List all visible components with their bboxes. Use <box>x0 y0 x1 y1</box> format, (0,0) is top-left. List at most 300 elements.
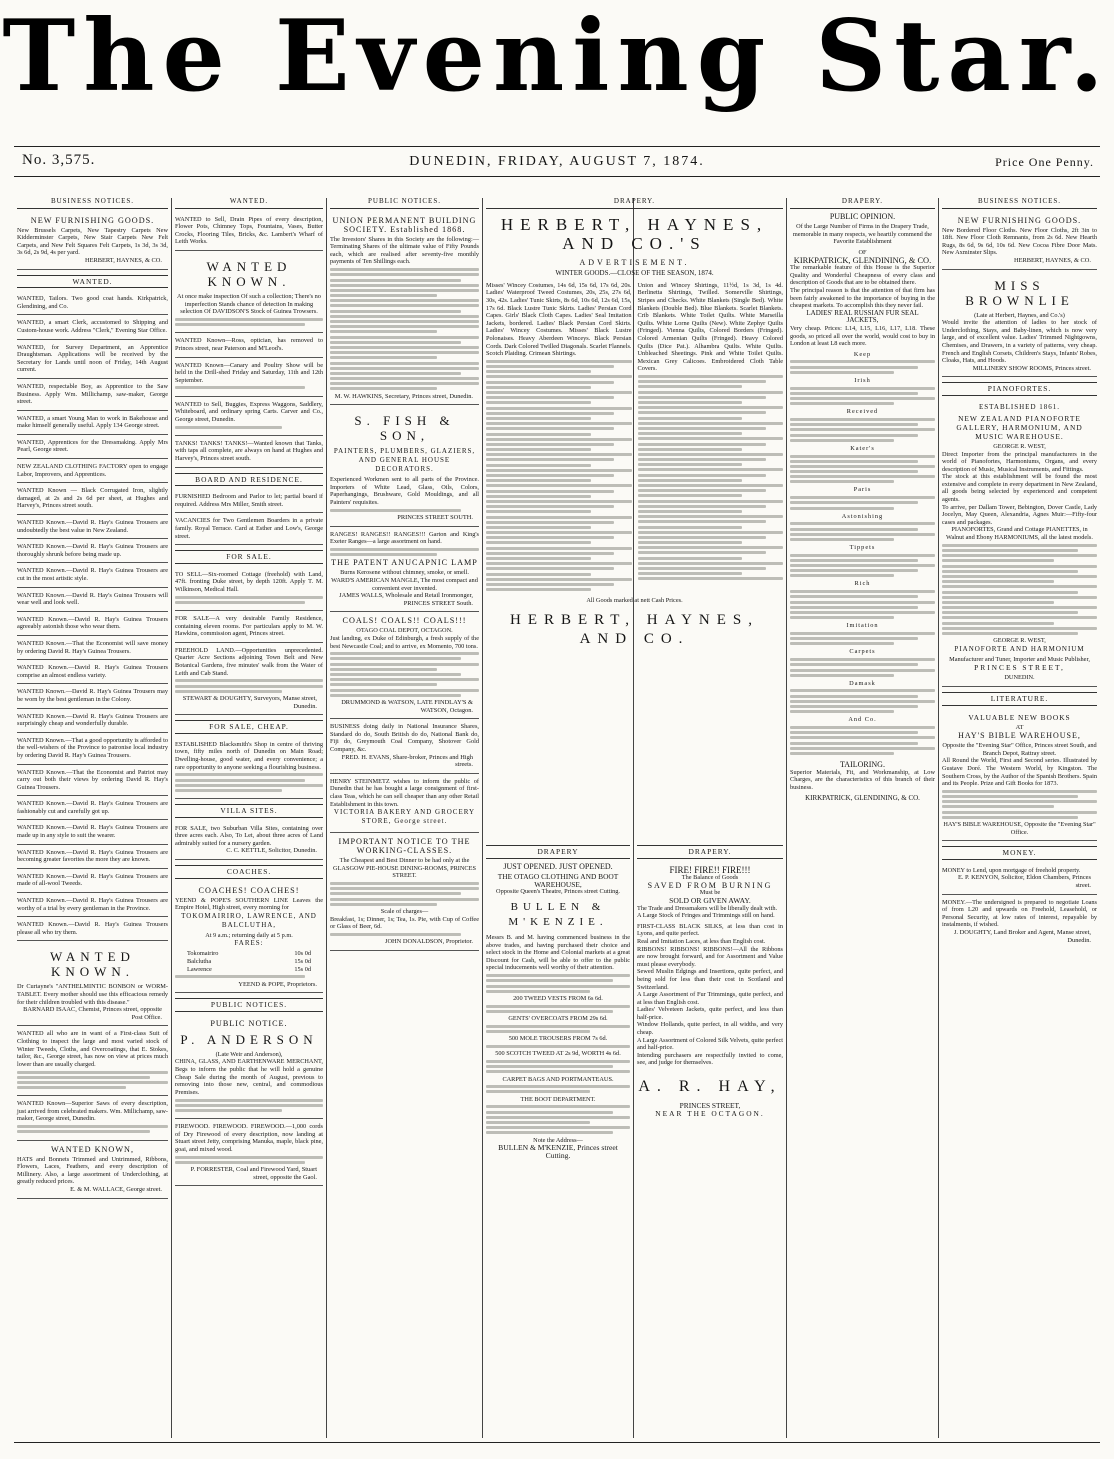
ad-title: COACHES! COACHES! <box>198 885 300 895</box>
advertisement <box>17 380 168 411</box>
ad-text: A Large Assortment of Colored Silk Velvets, quite perfect and half-price. <box>637 1036 783 1052</box>
advertisement <box>17 685 168 708</box>
ad-body: FURNISHED Bedroom and Parlor to let; partial board if required. Address Mrs Miller, Smith street. <box>175 493 323 508</box>
ad-signature: VICTORIA BAKERY AND GROCERY STORE, George street. <box>333 808 476 826</box>
goods-list-right <box>638 282 784 594</box>
ad-body: WANTED, a smart Young Man to work in Bakehouse and make himself generally useful. Apply 134 George street. <box>17 414 168 430</box>
fare-place: Tokomairiro <box>187 950 219 958</box>
ad-title: TAILORING. <box>840 759 885 769</box>
ad-body: WANTED Known—Canary and Poultry Show will be held in the Drill-shed Friday and Saturday, 11th and 12th September. <box>175 361 323 384</box>
advertisement <box>175 490 323 513</box>
acrostic-heading: Rich <box>854 580 871 588</box>
fare-row <box>175 958 323 966</box>
ad-signature: DRUMMOND & WATSON, LATE FINDLAY'S & WATSON, Octagon. <box>341 698 473 714</box>
ad-subtitle: Scale of charges— <box>380 908 429 915</box>
fare-row <box>175 966 323 974</box>
top-rule <box>14 146 1100 147</box>
section-heading: DRAPERY <box>486 845 630 859</box>
section-heading: DRAPERY. <box>790 198 935 209</box>
section-heading: PUBLIC NOTICES. <box>330 198 479 209</box>
acrostic-heading: Damask <box>849 679 876 687</box>
ad-body: TO SELL—Six-roomed Cottage (freehold) with Land, 47ft. fronting Duke street, by depth 120ft. Apply T. M. Wilkinson, Medical Hall. <box>175 570 323 593</box>
ad-body: The stock at this establishment will be found the most extensive and complete in every department in New Zealand, all goods being selected by experienced and competent agents. <box>942 473 1097 504</box>
advertisement <box>942 400 1097 687</box>
advertisement <box>175 213 323 251</box>
ad-text: The Trade and Dressmakers will be liberally dealt with. <box>637 904 778 912</box>
ad-subtitle: The Balance of Goods <box>681 874 739 882</box>
goods-lists <box>486 282 783 594</box>
ad-title: COALS! COALS!! COALS!!! <box>342 616 467 626</box>
ad-body: BUSINESS doing daily in National Insurance Shares, Standard do do, South British do do, National Bank do, Fiji do, Greymouth Coal Company, Shotover Gold Company, &c. <box>330 723 479 753</box>
advertisement <box>17 894 168 917</box>
ad-title: SOLD OR GIVEN AWAY. <box>669 895 751 905</box>
ad-text: RIBBONS! RIBBONS! RIBBONS!—All the Ribbons are now brought forward, and for Assortment and Value must please everybody. <box>637 945 783 968</box>
advertisement <box>175 398 323 436</box>
ad-footnote: All Goods marked at nett Cash Prices. <box>586 597 683 605</box>
ad-body: WANTED, respectable Boy, as Apprentice to the Saw Business. Apply Wm. Millichamp, saw-maker, George street. <box>17 382 168 406</box>
text-lines <box>790 554 935 578</box>
advertisement <box>17 540 168 563</box>
ad-title: NEW FURNISHING GOODS. <box>957 215 1082 225</box>
ad-body: WANTED Known.—David R. Hay's Guinea Trousers are thoroughly shrunk before being made up. <box>17 543 168 558</box>
ad-destinations: TOKOMAIRIRO, LAWRENCE, AND BALCLUTHA, <box>181 911 317 929</box>
section-heading: DRAPERY. <box>486 198 783 209</box>
ad-text: OF <box>858 248 867 256</box>
ad-title: KIRKPATRICK, GLENDINING, & CO. <box>793 255 932 265</box>
ad-body: Dr Curtayne's "ANTHELMINTIC BONBON or WORM-TABLET. Every mother should use this efficacious remedy for their children troubled with this disease." <box>17 983 168 1006</box>
advertisement <box>942 271 1097 378</box>
ad-body: MONEY.—The undersigned is prepared to negotiate Loans of from L20 and upwards on Freehold, Leasehold, or Personal Security, at low rates of interest, repayable by instalments, if wished. <box>942 898 1097 929</box>
advertisement <box>17 316 168 339</box>
ad-title: A. R. HAY, <box>638 1078 782 1096</box>
ad-title: PUBLIC NOTICE. <box>210 1018 288 1028</box>
advertisement <box>175 822 323 860</box>
ad-body: WANTED Known.—David R. Hay's Guinea Trousers may be worn by the best gentleman in the Colony. <box>17 688 168 703</box>
advertisement <box>17 846 168 869</box>
advertisement <box>17 589 168 612</box>
ad-body: WANTED Known.—David R. Hay's Guinea Trousers are becoming greater favorites the more they are known. <box>17 848 168 864</box>
newspaper-title: The Evening Star. <box>2 0 1112 114</box>
ad-title: HAY'S BIBLE WAREHOUSE, <box>958 731 1081 741</box>
advertisement <box>175 1120 323 1186</box>
ad-body: WANTED, Apprentices for the Dressmaking. Apply Mrs Pearl, George street. <box>17 438 168 454</box>
ad-title: MISS BROWNLIE <box>965 277 1074 308</box>
ad-signature: BULLEN & M'KENZIE, Princes street Cutting. <box>498 1143 618 1160</box>
advertisement <box>17 797 168 820</box>
ad-body: Very cheap. Prices: L14, L15, L16, L17, L18. These goods, so priced all over the world, would cost to buy in London at least L8 each more. <box>790 324 935 348</box>
ad-body: WANTED Known.—David R. Hay's Guinea Trousers comprise an almost endless variety. <box>17 664 168 679</box>
ad-body: WANTED Known.—David R. Hay's Guinea Trousers agreeably astonish those who wear them. <box>17 615 168 631</box>
ad-body: WANTED Known.—David R. Hay's Guinea Trousers are made of all-wool Tweeds. <box>17 872 168 888</box>
acrostic-heading: Imitation <box>846 622 879 630</box>
ad-body: WANTED Known.—David R. Hay's Guinea Trousers are made up in any style to suit the wearer. <box>17 824 168 840</box>
ad-body: YEEND & POPE'S SOUTHERN LINE Leaves the Empire Hotel, High street, every morning for <box>175 896 323 912</box>
section-heading: FOR SALE, CHEAP. <box>175 720 323 734</box>
ad-text: Intending purchasers are respectfully invited to come, see, and judge for themselves. <box>637 1051 783 1067</box>
ad-item: THE BOOT DEPARTMENT. <box>520 1095 596 1103</box>
ad-body: WANTED Known — Black Corrugated Iron, slightly damaged, at 2s and 2s 6d per sheet, at Hughes and Harvey's, Princes street south. <box>17 487 168 510</box>
section-heading: BOARD AND RESIDENCE. <box>175 473 323 487</box>
ad-body: FOR SALE, two Suburban Villa Sites, containing over three acres each. Also, To Let, about three acres of Land admirably suited for a nursery garden. <box>175 824 323 847</box>
ad-signature: HERBERT, HAYNES, & CO. <box>1013 256 1091 264</box>
ad-body: All Round the World, First and Second series. Illustrated by Gustave Doré. The Western World, by Kingston. The Southern Cross, by the Author of the Spanish Brothers. Spain and its People. Prize and Gift Books for 1873. <box>942 757 1097 788</box>
ad-subtitle: GEORGE R. WEST, <box>993 442 1046 450</box>
ad-body: MONEY to Lend, upon mortgage of freehold property. <box>942 866 1081 874</box>
advertisement <box>17 821 168 844</box>
column-6 <box>787 198 938 1438</box>
ad-title: PUBLIC OPINION. <box>829 211 896 221</box>
ad-title: THE OTAGO CLOTHING AND BOOT WAREHOUSE, <box>497 872 619 889</box>
ad-body: WANTED Known.—That the Economist will save money by ordering David R. Hay's Guinea Trousers. <box>17 639 168 655</box>
ad-body: WANTED Known.—That a good opportunity is afforded to the well-wishers of the Province to patronise local industry by ordering David R. Hay's Guinea Trousers. <box>17 736 168 759</box>
ad-body: FREEHOLD LAND.—Opportunities unprecedented. Quarter Acre Sections adjoining Town Belt and New Botanical Gardens, five minutes' walk from the Water of Leith and Cab Stand. <box>175 646 323 677</box>
ad-text: Must be <box>699 889 721 897</box>
advertisement <box>175 252 323 333</box>
column-5-lower <box>634 845 786 1438</box>
ad-times: At 9 a.m.; returning daily at 5 p.m. <box>205 931 293 939</box>
ad-body: WANTED all who are in want of a First-class Suit of Clothing to inspect the large and most varied stock of Winter Tweeds, Cloths, and Overcoatings, that E. Stokes, tailor, &c., George street, has now on view at prices much lower than are usually charged. <box>17 1030 168 1068</box>
section-heading: VILLA SITES. <box>175 804 323 818</box>
ad-body: Burns Kerosene without chimney, smoke, or smell. <box>340 569 469 577</box>
goods-text: Misses' Wincey Costumes, 14s 6d, 15s 6d, 17s 6d, 20s. Ladies' Waterproof Tweed Costumes, 20s, 25s, 27s 6d, 30s, 42s. Ladies' Tunic Skirts, 8s 6d, 10s 6d, 12s 6d, 15s, 17s 6d. Black Lustre Tunic Skirts. Ladies' Persian Cord Capes. Girls' Black Cloth Capes. Ladies' Seal Imitation Jackets, bordered. Ladies' Black Persian Cord Skirts. Ladies' Wincey Costumes. Misses' Black Lustre Polonaises. Heavy Aberdeen Winceys. Black Persian Cords. Dark Colored Twilled Diagonals. Scarlet Flannels. Scotch Plaiding. Crimean Shirtings. <box>486 281 632 358</box>
ad-address: PRINCES STREET, <box>679 1101 741 1111</box>
advertisement <box>330 613 479 719</box>
ad-subtitle: (Late at Herbert, Haynes, and Co.'s) <box>974 311 1065 319</box>
ad-subtitle: Opposite the "Evening Star" Office, Princes street South, and Branch Depot, Rattray street. <box>942 742 1097 757</box>
acrostic-heading: Tippets <box>849 543 876 551</box>
acrostic-heading: Kater's <box>850 444 875 452</box>
ad-body: WANTED, for Survey Department, an Apprentice Draughtsman. Applications will be received by the Secretary for Lands until noon of Friday, 14th August current. <box>17 343 168 374</box>
ad-body: WANTED Known.—David R. Hay's Guinea Trousers are surprisingly cheap and wonderfully durable. <box>17 712 168 728</box>
section-heading: PUBLIC NOTICES. <box>175 998 323 1012</box>
ad-subtitle: PAINTERS, PLUMBERS, GLAZIERS, AND GENERAL HOUSE DECORATORS. <box>333 447 476 474</box>
advertisement <box>17 613 168 636</box>
ad-body: The Investors' Shares in this Society are the following:—Terminating Shares of the ultimate value of Fifty Pounds each, which are realised after seventy-five monthly payments of Ten Shillings each. <box>330 235 479 266</box>
advertisement <box>17 1027 168 1096</box>
ad-body: Messrs B. and M. having commenced business in the above trades, and having purchased their choice and select stock in the Home and Colonial markets at a great Discount for Cash, will be able to offer to the public special inducements well worthy of their attention. <box>486 933 630 972</box>
column-2 <box>172 198 326 1438</box>
fare-row <box>175 950 323 958</box>
advertisement <box>175 612 323 643</box>
ad-signature: JAMES WALLS, Wholesale and Retail Ironmonger, PRINCES STREET South. <box>339 592 473 607</box>
section-heading: DRAPERY. <box>637 845 783 859</box>
ad-title: IMPORTANT NOTICE TO THE WORKING-CLASSES. <box>338 837 471 856</box>
ad-title: JUST OPENED. JUST OPENED. <box>503 861 613 871</box>
ad-title: VALUABLE NEW BOOKS <box>968 712 1071 722</box>
fare-place: Lawrence <box>187 965 212 973</box>
text-lines <box>790 658 935 677</box>
ad-body: PIANOFORTES, Grand and Cottage PIANETTES, in Walnut and Ebony HARMONIUMS, all the latest models. <box>946 526 1093 542</box>
text-lines <box>790 455 935 484</box>
ad-body: FOR SALE—A very desirable Family Residence, containing eleven rooms. For particulars apply to M. W. Hawkins, commission agent, Princes street. <box>175 615 323 638</box>
advertisement <box>175 359 323 397</box>
advertisement <box>330 775 479 833</box>
ad-title: PIANOFORTE AND HARMONIUM <box>954 644 1085 653</box>
ad-signature: FRED. H. EVANS, Share-broker, Princes and High streets. <box>341 753 473 769</box>
advertisement <box>17 341 168 379</box>
advertisement <box>17 870 168 893</box>
ad-body: TANKS! TANKS! TANKS!—Wanted known that Tanks, with taps all complete, are always on hand at Hughes and Harvey's, Princes street south. <box>175 439 323 462</box>
advertisement <box>175 514 323 545</box>
advertisement <box>17 292 168 315</box>
ad-body: HENRY STEINMETZ wishes to inform the public of Dunedin that he has bought a large consignment of first-class Teas, which he can sell cheaper than any other Retail Establishment in this town. <box>330 777 479 808</box>
ad-text: A Large Stock of Fringes and Trimmings still on hand. <box>637 912 775 920</box>
text-lines <box>790 590 935 619</box>
section-heading: PIANOFORTES. <box>942 382 1097 396</box>
ad-signature: J. DOUGHTY, Land Broker and Agent, Manse street, Dunedin. <box>953 928 1091 944</box>
text-lines <box>790 418 935 442</box>
advertisement <box>17 1142 168 1199</box>
section-heading: BUSINESS NOTICES. <box>17 198 168 209</box>
acrostic-heading: Astonishing <box>841 512 884 520</box>
ad-title: WANTED KNOWN, <box>50 1144 135 1154</box>
issue-number: No. 3,575. <box>22 152 96 168</box>
ad-body: Experienced Workmen sent to all parts of the Province. Importers of White Lead, Glass, Oils, Colors, Paperhangings, Brushware, Gold Mouldings, and all Painters' requisites. <box>330 476 479 507</box>
advertisement <box>17 942 168 1026</box>
advertisement <box>17 661 168 684</box>
ad-item: GENTS' OVERCOATS FROM 29s 6d. <box>508 1015 608 1023</box>
advertisement <box>175 644 323 715</box>
advertisement <box>17 412 168 435</box>
advertisement <box>942 896 1097 949</box>
ad-signature: GEORGE R. WEST, <box>993 637 1046 645</box>
advertisement <box>17 1097 168 1140</box>
ad-title: HERBERT, HAYNES, AND CO. <box>509 611 760 647</box>
ad-item: 500 MOLE TROUSERS FROM 7s 6d. <box>508 1035 608 1043</box>
acrostic-list <box>790 351 935 755</box>
ad-subtitle: (Late Weir and Anderson), <box>215 1050 283 1058</box>
ad-body: VACANCIES for Two Gentlemen Boarders in a private family. Royal Terrace. Card at Esther and Low's, George street. <box>175 517 323 540</box>
ad-body: FIREWOOD. FIREWOOD. FIREWOOD.—1,000 cords of Dry Firewood of every description, now landing at Stuart street Jetty, comprising Manuka, maple, black pine, goai, and mixed wood. <box>175 1123 323 1153</box>
advertisement <box>17 484 168 515</box>
column-7 <box>939 198 1100 1438</box>
fares-title: FARES: <box>234 939 264 948</box>
ad-body: WANTED Known—Superior Saws of every description, just arrived from celebrated makers. Wm. Millichamp, saw-maker, George street, Dunedin. <box>17 1100 168 1123</box>
ad-body: WANTED Known.—That the Economist and Patriot may carry out both their views by ordering David R. Hay's Guinea Trousers. <box>17 768 168 791</box>
section-heading: MONEY. <box>942 846 1097 860</box>
ad-body: To arrive, per Dallam Tower, Bebington, Dover Castle, Lady Jocelyn, May Queen, Alexandria, Agnes Muir:—Fifty-four cases and packages. <box>942 503 1097 526</box>
ad-body: WANTED Known.—David R. Hay's Guinea Trousers please all who try them. <box>17 921 168 936</box>
advertisement <box>330 406 479 526</box>
text-lines <box>790 522 935 541</box>
ad-title: SAVED FROM BURNING <box>647 880 773 890</box>
column-4-lower <box>483 845 633 1438</box>
ad-signature: KIRKPATRICK, GLENDINING, & CO. <box>805 794 920 803</box>
fares-table <box>175 950 323 973</box>
fare-place: Balclutha <box>187 958 212 966</box>
advertisement <box>175 334 323 357</box>
dateline-rule <box>14 176 1100 177</box>
ad-signature: MILLINERY SHOW ROOMS, Princes street. <box>972 364 1091 372</box>
ad-title: WANTED KNOWN. <box>50 949 135 980</box>
advertisement <box>330 528 479 613</box>
ad-signature: P. FORRESTER, Coal and Firewood Yard, Stuart street, opposite the Gaol. <box>190 1166 317 1181</box>
advertisement <box>175 738 323 799</box>
ad-body: The Cheapest and Best Dinner to be had only at the GLASGOW PIE-HOUSE DINING-ROOMS, PRINCES STREET. <box>333 857 476 880</box>
ad-body: WANTED Known.—David R. Hay's Guinea Trousers are undoubtedly the best value in New Zealand. <box>17 519 168 534</box>
text-lines <box>790 632 935 645</box>
ad-body: HATS and Bonnets Trimmed and Untrimmed, Ribbons, Flowers, Laces, Feathers, and every description of Millinery. Also, a large assortment of Underclothing, at greatly reduced prices. <box>17 1155 168 1186</box>
acrostic-heading: Paris <box>853 486 872 494</box>
ad-body: WANTED Known.—David R. Hay's Guinea Trousers are fashionably cut and carefully got up. <box>17 800 168 815</box>
ad-item: 200 TWEED VESTS FROM 6s 6d. <box>513 994 603 1002</box>
advertisement <box>17 564 168 587</box>
ad-text: Ladies' Velveteen Jackets, quite perfect, and less than half-price. <box>637 1006 783 1021</box>
advertisement <box>175 568 323 611</box>
ad-body: NEW ZEALAND CLOTHING FACTORY open to engage Labor, Improvers, and Apprentices. <box>17 463 168 478</box>
ad-subtitle: Opposite Queen's Theatre, Princes street Cutting. <box>496 888 620 896</box>
advertisement <box>17 734 168 765</box>
ad-title: NEW FURNISHING GOODS. <box>30 215 155 225</box>
ad-signature: JOHN DONALDSON, Proprietor. <box>384 938 473 946</box>
ad-body: WARD'S AMERICAN MANGLE, The most compact and convenient ever invented. <box>331 576 478 592</box>
ad-body: CHINA, GLASS, AND EARTHENWARE MERCHANT, Begs to inform the public that he will hold a genuine Cheap Sale during the month of August, previous to removing into those new, central, and commodious Premises. <box>175 1058 323 1096</box>
ad-body: ESTABLISHED Blacksmith's Shop in centre of thriving town, fifty miles north of Dunedin on Main Road; Dwelling-house, good water, and every convenience; a rare opportunity to anyone seeking a flourishing business. <box>175 740 323 771</box>
goods-list-left <box>486 282 632 594</box>
acrostic-heading: And Co. <box>848 716 877 724</box>
ad-note: Note the Address— <box>533 1136 583 1144</box>
section-heading: FOR SALE. <box>175 550 323 564</box>
section-heading: WANTED. <box>175 198 323 209</box>
acrostic-heading: Irish <box>854 376 871 384</box>
ad-text: A Large Assortment of Fur Trimmings, quite perfect, and at less than English cost. <box>637 991 783 1006</box>
ad-body: RANGES! RANGES!! RANGES!!! Garton and King's Exeter Ranges—a large assortment on hand. <box>330 530 479 546</box>
text-lines <box>790 689 935 713</box>
advertisement <box>942 213 1097 270</box>
advertisement <box>330 720 479 774</box>
ad-title: WANTED KNOWN. <box>206 258 292 289</box>
advertisement <box>17 460 168 483</box>
advertisement <box>942 864 1097 895</box>
section-heading: LITERATURE. <box>942 692 1097 706</box>
ad-subtitle: ADVERTISEMENT. <box>579 257 690 267</box>
ad-title: FIRE! FIRE!! FIRE!!! <box>669 864 751 875</box>
ad-body: Direct Importer from the principal manufacturers in the world of Pianofortes, Harmoniums, Organs, and every description of Music, Musical Instruments, and Fittings. <box>942 450 1097 473</box>
ad-title: BULLEN & M'KENZIE. <box>508 900 608 928</box>
ad-body: Would invite the attention of ladies to her stock of Underclothing, Stays, and Baby-linen, which is now very large, and of excellent value. Ladies' Trimmed Nightgowns, Chemises, and Drawers, in a variety of patterns, very cheap. French and English Corsets, Children's Stays, Infants' Robes, Cloaks, Hats, and Hoods. <box>942 319 1097 365</box>
ad-text: AT <box>1015 723 1024 731</box>
acrostic-heading: Keep <box>853 350 872 358</box>
acrostic-heading: Received <box>846 408 879 416</box>
advertisement <box>17 918 168 941</box>
advertisement <box>330 834 479 951</box>
advertisement <box>175 883 323 994</box>
advertisement <box>17 436 168 459</box>
advertisement <box>17 766 168 797</box>
ad-body: WANTED Known—Ross, optician, has removed to Princes street, near Paterson and M'Leod's. <box>175 337 323 352</box>
ad-season: WINTER GOODS.—CLOSE OF THE SEASON, 1874. <box>555 269 714 278</box>
ad-signature: STEWART & DOUGHTY, Surveyors, Manse street, Dunedin. <box>182 695 317 710</box>
ad-body: New Bordered Floor Cloths. New Floor Cloths, 2ft 3in to 18ft. New Floor Cloth Remnants, from 2s 6d. New Hearth Rugs, 8s 6d, 9s 6d, 10s 6d. New Cocoa Fibre Door Mats. New Axminster Slips. <box>942 226 1097 257</box>
ad-item: 500 SCOTCH TWEED AT 2s 9d, WORTH 4s 6d. <box>495 1050 621 1058</box>
text-lines <box>790 387 935 406</box>
fare-price: 10s 0d <box>294 950 311 958</box>
ad-signature: HERBERT, HAYNES, & CO. <box>84 256 162 264</box>
text-lines <box>790 360 935 373</box>
section-heading: BUSINESS NOTICES. <box>942 198 1097 209</box>
ad-body: WANTED, a smart Clerk, accustomed to Shipping and Custom-house work. Address "Clerk," Evening Star Office. <box>17 319 168 334</box>
advertisement <box>17 516 168 539</box>
ad-address: NEAR THE OCTAGON. <box>655 1108 765 1118</box>
ad-signature: C. C. KETTLE, Solicitor, Dunedin. <box>226 847 317 855</box>
ad-signature: E. P. KENYON, Solicitor, Eldon Chambers, Princes street. <box>957 874 1091 889</box>
ad-address: PRINCES STREET, <box>974 663 1065 673</box>
ad-title: ESTABLISHED 1861. <box>979 402 1060 411</box>
ad-subtitle: OTAGO COAL DEPOT, OCTAGON. <box>356 627 453 635</box>
ad-signature: YEEND & POPE, Proprietors. <box>238 980 317 988</box>
bottom-rule <box>14 1442 1100 1443</box>
ad-body: Of the Large Number of Firms in the Drapery Trade, memorable in many respects, we heartily commend the Favorite Establishment <box>792 223 933 246</box>
ad-signature: M. W. HAWKINS, Secretary, Princes street, Dunedin. <box>334 392 473 400</box>
ad-body: Breakfast, 1s; Dinner, 1s; Tea, 1s. Pie, with Cup of Coffee or Glass of Beer, 6d. <box>330 915 479 931</box>
ad-body: New Brussels Carpets, New Tapestry Carpets New Kidderminster Carpets, New Stair Carpets New Felt Carpets, and New Felt Squares Felt Carpets, 1s 3d, 3s 3d, 3s 6d, 2s 9d, 4s per yard. <box>17 226 168 257</box>
column-1 <box>14 198 171 1438</box>
goods-text: Union and Wincey Shirtings, 11½d, 1s 3d, 1s 4d. Berlinetta Shirtings, Twilled. Somerville Shirtings, Stripes and Checks. White Blankets (Single Bed). White Blankets (Double Bed). Blue Blankets. Scarlet Blankets. Crib Blankets. White Toilet Quilts. White Marseilla Quilts. White Lorne Quilts (New). White Zephyr Quilts (Fringed). Vienna Quilts, Colored Borders (Fringed). Colored Armenian Quilts (Fringed). Heavy Colored Quilts (Dice Pat.). Alhambra Quilts. White Quilts. Unbleached Sheetings. Pink and White Toilet Quilts. Mexican Grey Calicoes. Embroidered Cloth Table Covers. <box>637 281 783 373</box>
ad-body: WANTED Known.—David R. Hay's Guinea Trousers are worthy of a trial by every gentleman in the Province. <box>17 897 168 912</box>
text-lines <box>790 726 935 755</box>
ad-body: WANTED to Sell, Drain Pipes of every description, Flower Pots, Chimney Tops, Fountains, Vases, Butter Crocks, Flooring Tiles, Bricks, &c. Lambert's Wharf of Leith Works. <box>175 215 323 246</box>
ad-title: THE PATENT ANUCAPNIC LAMP <box>331 558 478 568</box>
issue-bar <box>14 150 1100 174</box>
advertisement <box>175 437 323 468</box>
ad-signature: HAY'S BIBLE WAREHOUSE, Opposite the "Evening Star" Office. <box>943 821 1096 836</box>
advertisement <box>330 213 479 406</box>
section-heading: COACHES. <box>175 865 323 879</box>
ad-signature: BARNARD ISAAC, Chemist, Princes street, opposite Post Office. <box>23 1006 162 1021</box>
ad-body: WANTED, Tailors. Two good coat hands. Kirkpatrick, Glendining, and Co. <box>17 295 168 310</box>
advertisement <box>17 710 168 733</box>
ad-body: WANTED to Sell, Buggies, Express Waggons, Saddlery, Whiteboard, and ordinary spring Carts. Carver and Co., George street, Dunedin. <box>175 400 323 423</box>
section-heading: WANTED. <box>17 275 168 289</box>
advertisement <box>17 637 168 660</box>
text-lines <box>790 496 935 509</box>
ad-signature: PRINCES STREET SOUTH. <box>397 514 473 521</box>
masthead <box>0 0 1114 120</box>
ad-text: FIRST-CLASS BLACK SILKS, at less than cost in Lyons, and quite perfect. <box>637 922 783 938</box>
fare-price: 15s 0d <box>294 958 311 966</box>
dateline: DUNEDIN, FRIDAY, AUGUST 7, 1874. <box>409 154 705 169</box>
ad-signature: E. & M. WALLACE, George street. <box>70 1186 162 1193</box>
ad-subtitle: Manufacturer and Tuner, Importer and Music Publisher, <box>949 655 1090 663</box>
ad-title: NEW ZEALAND PIANOFORTE GALLERY, HARMONIUM, AND MUSIC WAREHOUSE. <box>956 413 1083 441</box>
wanted-ads-list <box>17 292 168 941</box>
ad-body: The principal reason is that the attention of that firm has been fairly awakened to the importance of buying in the cheapest markets. To accomplish this they never fail. <box>790 286 935 310</box>
ad-body: WANTED Known.—David R. Hay's Guinea Trousers will wear well and look well. <box>17 591 168 607</box>
advertisement <box>942 710 1097 842</box>
price: Price One Penny. <box>995 155 1094 169</box>
ad-body: At once make inspection Of such a collection; There's no imperfection Stands chance of detection In making selection Of DAVIDSON'S Stock of Guinea Trowsers. <box>177 292 321 316</box>
ad-body: The remarkable feature of this House is the Superior Quality and Wonderful Cheapness of every class and description of Goods that are to be obtained there. <box>790 264 935 287</box>
column-3 <box>327 198 482 1438</box>
ad-title: P. ANDERSON <box>180 1031 318 1047</box>
ad-subtitle: LADIES' REAL RUSSIAN FUR SEAL JACKETS, <box>806 308 919 325</box>
ad-title: S. FISH & SON, <box>354 413 455 444</box>
acrostic-heading: Carpets <box>849 648 876 656</box>
ad-text: Window Hollands, quite perfect, in all widths, and very cheap. <box>637 1021 783 1037</box>
advertisement <box>17 213 168 270</box>
fare-price: 15s 0d <box>294 965 311 973</box>
ad-item: CARPET BAGS AND PORTMANTEAUS. <box>502 1075 614 1083</box>
ad-body: Superior Materials, Fit, and Workmanship, at Low Charges, are the characteristics of this branch of their business. <box>790 768 935 791</box>
ad-title: HERBERT, HAYNES, AND CO.'S <box>500 214 769 253</box>
advertisement <box>175 1016 323 1119</box>
ad-body: Just landing, ex Duke of Edinburgh, a fresh supply of the best Newcastle Coal; and to arrive, ex Momento, 700 tons. <box>330 634 479 650</box>
ad-address: DUNEDIN. <box>1004 674 1035 682</box>
ad-text: Real and Imitation Laces, at less than English cost. <box>637 937 766 945</box>
ad-title: UNION PERMANENT BUILDING SOCIETY. Established 1868. <box>332 215 477 234</box>
ad-text: Sewed Muslin Edgings and Insertions, quite perfect, and being sold for less than their cost in Scotland and Switzerland. <box>637 968 783 991</box>
ad-body: WANTED Known.—David R. Hay's Guinea Trousers are cut in the most artistic style. <box>17 567 168 582</box>
